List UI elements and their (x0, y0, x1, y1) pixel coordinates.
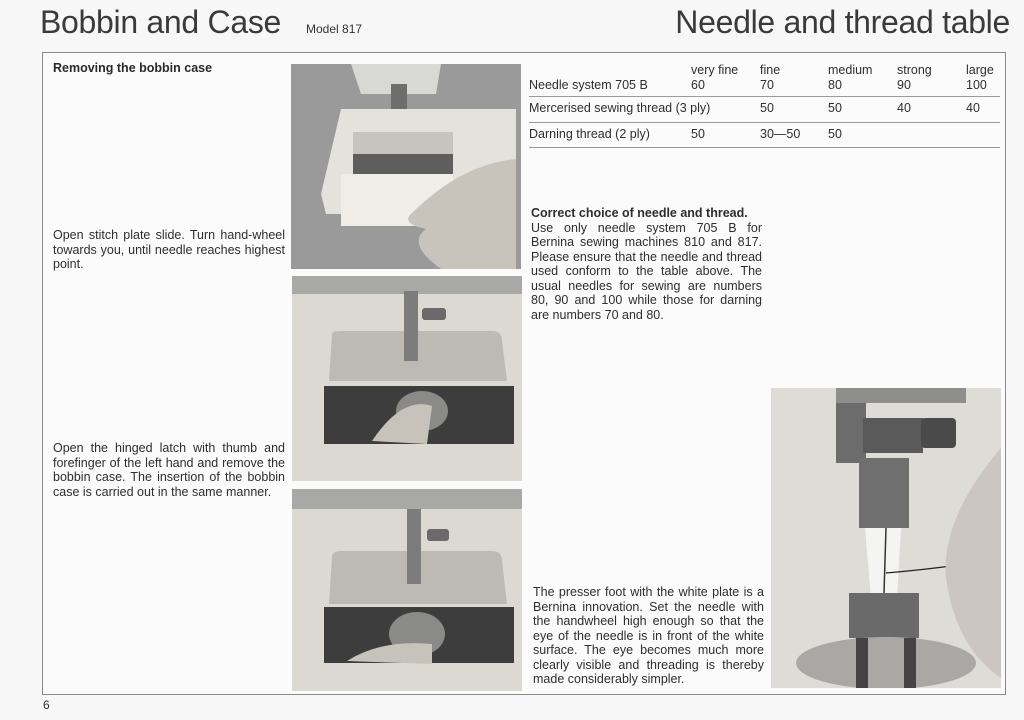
row-label: Needle system 705 B (529, 60, 691, 97)
photo-stitch-plate-slide (291, 64, 521, 269)
page-title-left: Bobbin and Case (40, 4, 282, 40)
table-cell: fine 70 (760, 60, 828, 97)
table-cell: 40 (966, 97, 1000, 123)
needle-choice-body: Use only needle system 705 B for Bernina sewing machines 810 and 817. Please ensure that the needle and thread used conform to the table above. The usual needles for sewing are numbers 80, 90 and 100 while those for darning are numbers 70 and 80. (531, 220, 762, 322)
photo-presser-foot (771, 388, 1001, 688)
table-cell: 50 (828, 97, 897, 123)
table-cell: 50 (691, 122, 760, 148)
needle-choice-section (531, 206, 762, 322)
row-label: Mercerised sewing thread (3 ply) (529, 97, 760, 123)
table-cell: very fine 60 (691, 60, 760, 97)
page-title-right: Needle and thread table (675, 4, 1010, 40)
table-cell: 30—50 (760, 122, 828, 148)
table-row-needle-system (529, 60, 1000, 97)
needle-thread-table (529, 60, 1000, 148)
presser-foot-text: The presser foot with the white plate is a Bernina innovation. Set the needle with the handwheel high enough so that the eye of the needle is in front of the white surface. The eye becomes much more clearly visible and threading is thereby made considerably simpler. (533, 585, 764, 686)
table-cell (966, 122, 1000, 148)
table-cell: 50 (760, 97, 828, 123)
page-number: 6 (43, 698, 50, 712)
table-cell: medium 80 (828, 60, 897, 97)
table-cell: 40 (897, 97, 966, 123)
row-label: Darning thread (2 ply) (529, 122, 691, 148)
step-open-slide-text: Open stitch plate slide. Turn hand-wheel towards you, until needle reaches highest point. (53, 228, 285, 271)
table-cell: 50 (828, 122, 897, 148)
table-cell: strong 90 (897, 60, 966, 97)
model-label: Model 817 (306, 22, 363, 36)
photo-hinged-latch (292, 276, 522, 481)
step-hinged-latch-text: Open the hinged latch with thumb and forefinger of the left hand and remove the bobbin case. The insertion of the bobbin case is carried out in the same manner. (53, 441, 285, 499)
table-cell: large 100 (966, 60, 1000, 97)
photo-remove-bobbin (292, 489, 522, 691)
section-title-removing-bobbin: Removing the bobbin case (53, 61, 213, 75)
table-cell (897, 122, 966, 148)
table-row-darning-thread (529, 122, 1000, 148)
needle-choice-title: Correct choice of needle and thread. (531, 206, 748, 220)
table-row-mercerised-thread (529, 97, 1000, 123)
